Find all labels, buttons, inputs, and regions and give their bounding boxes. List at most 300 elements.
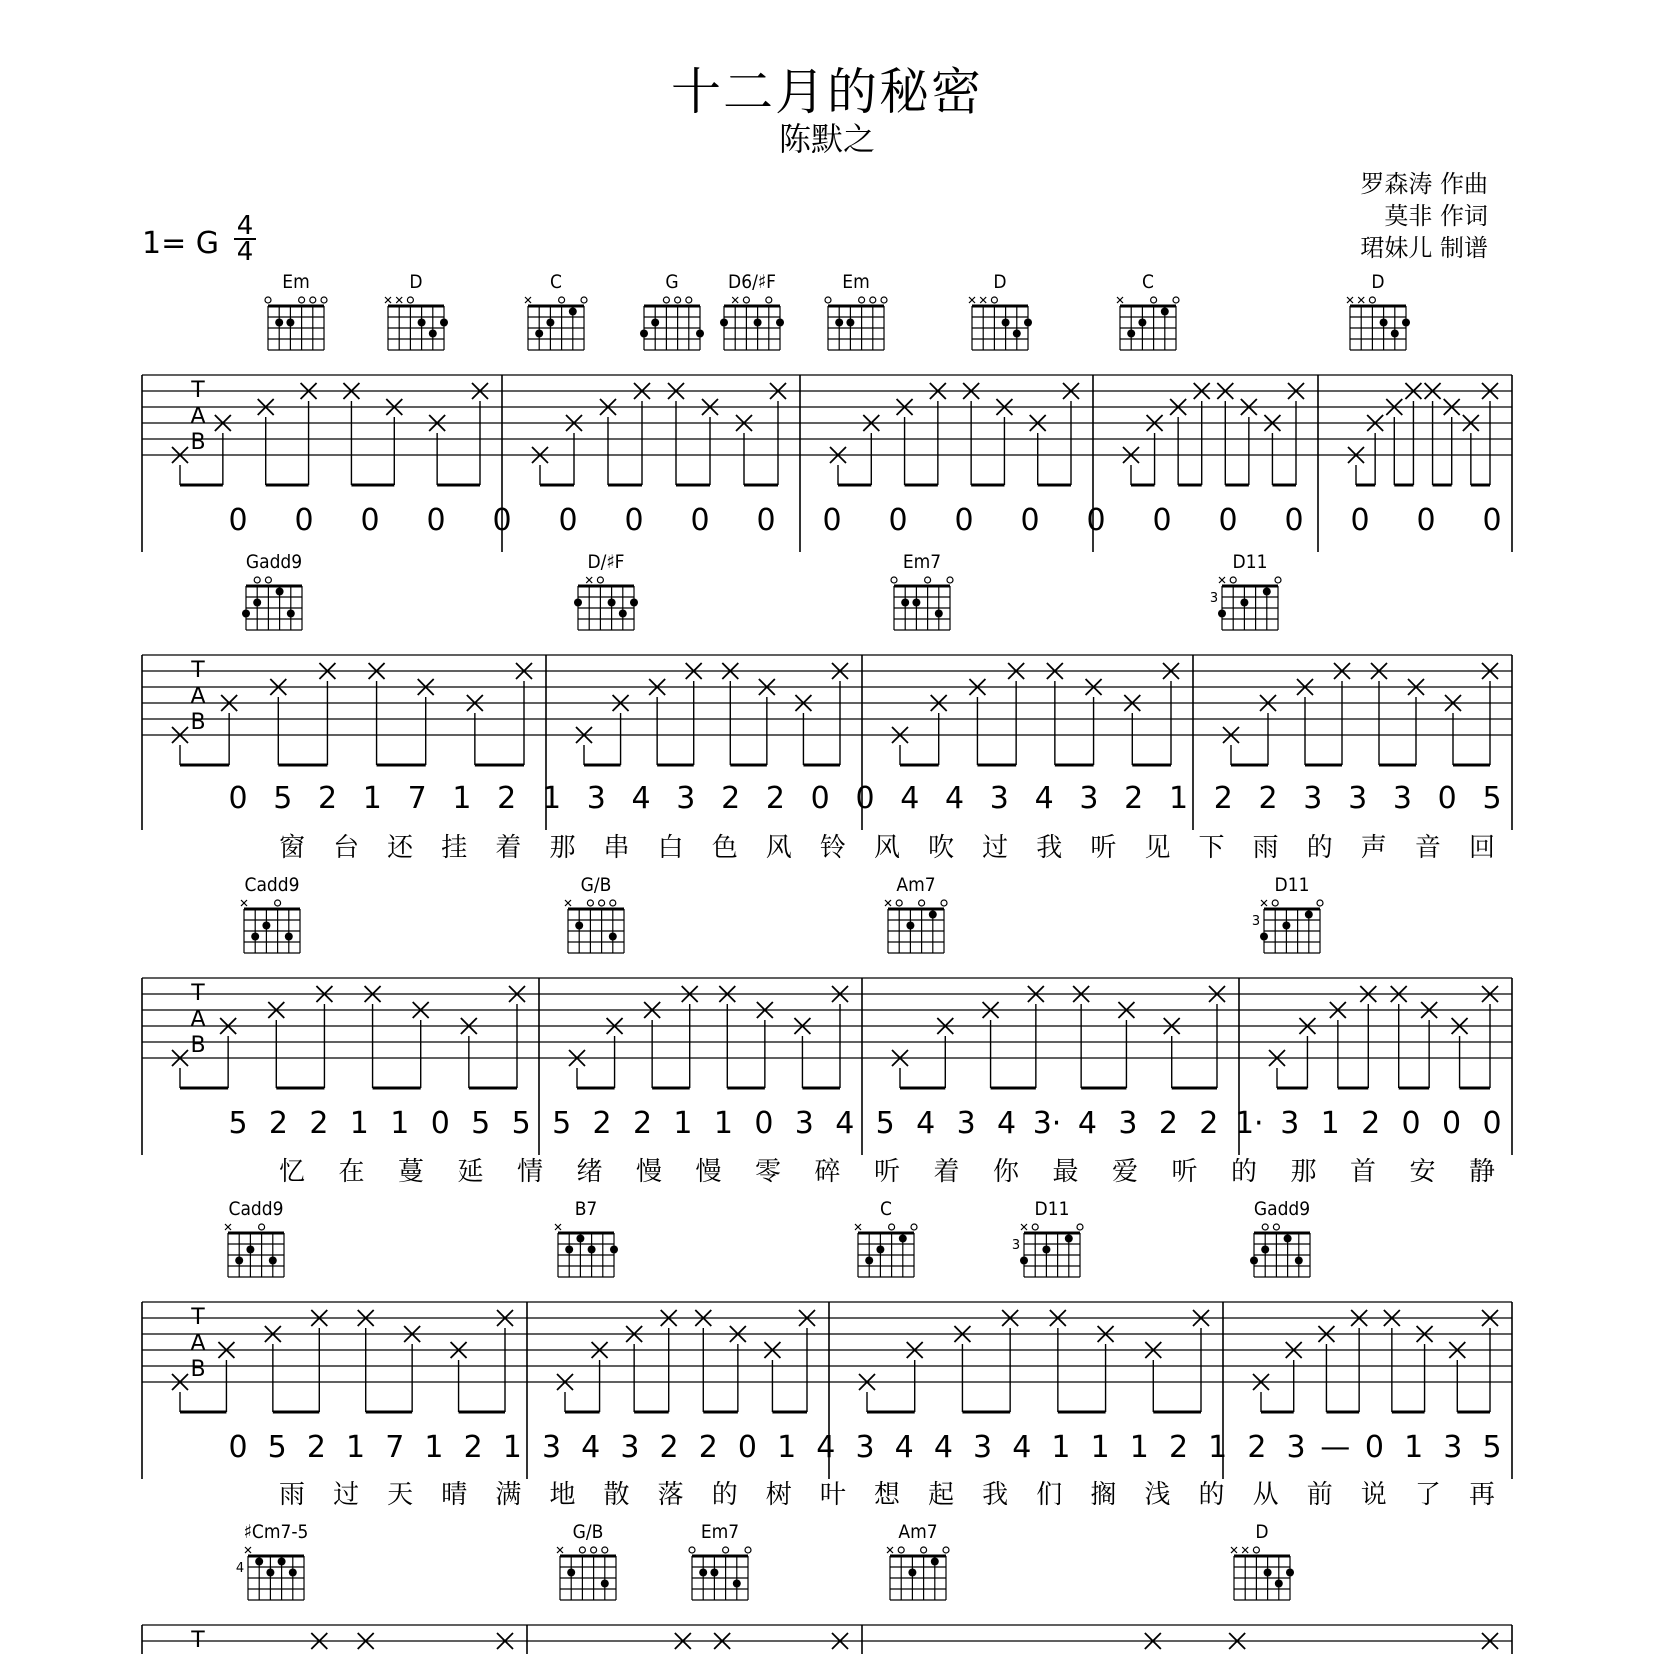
chord-dot (1138, 319, 1146, 327)
jianpu-note: 3 (1286, 1430, 1306, 1465)
fret-number: 3 (1011, 1238, 1021, 1253)
lyric-char: 从 (1252, 1480, 1279, 1510)
jianpu-note: 3 (541, 1430, 562, 1465)
composer-credit: 罗森涛 作曲 (1360, 170, 1488, 198)
jianpu-note: 5 (471, 1106, 491, 1141)
chord-dot (610, 1246, 618, 1254)
jianpu-note: 1 (390, 1106, 410, 1141)
chord-name: Gadd9 (1253, 1198, 1311, 1220)
jianpu-note: 0 (1416, 503, 1436, 538)
lyric-char: 延 (457, 1157, 484, 1187)
chord-dot (1250, 1257, 1258, 1265)
chord-dot (1218, 610, 1226, 618)
jianpu-note: 3 (620, 1430, 640, 1465)
chord-dot (262, 922, 270, 930)
chord-diagram-0-1 (385, 271, 448, 350)
chord-name: D11 (1274, 874, 1310, 896)
lyric-char: 风 (873, 833, 901, 863)
chord-diagram-4-2 (689, 1521, 751, 1600)
jianpu-note: 1 (1320, 1106, 1340, 1141)
lyric-char: 慢 (635, 1157, 663, 1187)
jianpu-note: 2 (698, 1430, 718, 1465)
jianpu-note: 2 (318, 781, 338, 816)
jianpu-note: 1 (1090, 1430, 1110, 1465)
lyric-char: 满 (495, 1480, 522, 1510)
jianpu-note: 2 (463, 1430, 483, 1465)
chord-dot (253, 599, 261, 607)
lyric-char: 听 (873, 1157, 901, 1187)
chord-dot (269, 1257, 277, 1265)
chord-dot (275, 319, 283, 327)
jianpu-note: 4 (894, 1430, 914, 1465)
jianpu-note: 3 (956, 1106, 976, 1141)
chord-dot (1282, 922, 1290, 930)
tab-letter: T (191, 378, 205, 403)
jianpu-note: 2 (1247, 1430, 1267, 1465)
jianpu-note: 3 (989, 781, 1009, 816)
jianpu-note: 4 (835, 1106, 855, 1141)
lyric-char: 回 (1468, 833, 1496, 863)
jianpu-note: 3 (1443, 1430, 1463, 1465)
jianpu-note: 0 (360, 503, 380, 538)
chord-diagram-0-0 (265, 271, 327, 350)
jianpu-note: 2 (659, 1430, 679, 1465)
lyric-char: 铃 (819, 833, 846, 863)
chord-dot (720, 319, 728, 327)
chord-dot (588, 1246, 596, 1254)
chord-dot (931, 1558, 939, 1566)
jianpu-note: 1 (1129, 1430, 1149, 1465)
lyric-char: 听 (1171, 1157, 1198, 1187)
tab-letter: B (190, 710, 206, 735)
chord-dot (575, 922, 583, 930)
chord-dot (567, 1569, 575, 1577)
lyric-char: 了 (1414, 1480, 1441, 1510)
chord-dot (906, 922, 914, 930)
chord-dot (876, 1246, 884, 1254)
chord-diagram-0-6 (969, 271, 1032, 350)
lyric-char: 台 (333, 833, 360, 863)
jianpu-note: 0 (228, 781, 248, 816)
chord-dot (835, 319, 843, 327)
chord-name: Em (282, 271, 310, 293)
lyric-char: 们 (1036, 1480, 1063, 1510)
jianpu-note: 5 (1482, 781, 1502, 816)
fret-number: 3 (1251, 914, 1261, 929)
chord-dot (574, 599, 582, 607)
tab-letter: A (190, 1007, 206, 1032)
chord-name: D (993, 271, 1007, 293)
chord-diagram-4-3 (887, 1521, 949, 1600)
jianpu-note: 2 (268, 1106, 288, 1141)
tab-letter: T (191, 658, 205, 683)
tab-letter: A (190, 1331, 206, 1356)
chord-dot (546, 319, 554, 327)
jianpu-note: 1 (777, 1430, 797, 1465)
lyric-char: 下 (1198, 833, 1225, 863)
jianpu-note: 5 (875, 1106, 895, 1141)
chord-dot (846, 319, 854, 327)
chord-diagram-0-5 (825, 271, 887, 350)
jianpu-note: 3 (1303, 781, 1323, 816)
chord-dot (1020, 1257, 1028, 1265)
jianpu-note: 3 (1280, 1106, 1300, 1141)
lyric-char: 声 (1360, 833, 1387, 863)
jianpu-note: 1 (362, 781, 382, 816)
chord-dot (1260, 933, 1268, 941)
chord-name: G/B (572, 1521, 604, 1543)
jianpu-note: 2 (632, 1106, 653, 1141)
chord-dot (1161, 308, 1169, 316)
lyric-char: 再 (1468, 1480, 1496, 1510)
lyric-char: 最 (1052, 1157, 1079, 1187)
jianpu-note: 3 (676, 781, 696, 816)
chord-diagram-3-4 (1250, 1198, 1310, 1277)
jianpu-note: — (1320, 1430, 1351, 1465)
chord-dot (1240, 599, 1248, 607)
lyric-char: 起 (928, 1480, 955, 1510)
tab-letter: A (190, 404, 206, 429)
chord-dot (710, 1569, 718, 1577)
lyric-char: 还 (387, 833, 414, 863)
jianpu-note: 1 (673, 1106, 693, 1141)
jianpu-note: 3 (586, 781, 606, 816)
lyric-char: 窗 (278, 833, 306, 863)
chord-name: D11 (1034, 1198, 1070, 1220)
fret-number: 4 (235, 1561, 245, 1576)
chord-diagram-4-0 (236, 1521, 309, 1600)
chord-dot (1380, 319, 1388, 327)
jianpu-note: 1 (1404, 1430, 1424, 1465)
jianpu-note: 0 (624, 503, 644, 538)
lyric-char: 我 (1036, 833, 1063, 863)
chord-dot (1402, 319, 1410, 327)
chord-dot (278, 1558, 286, 1566)
chord-name: D (1255, 1521, 1269, 1543)
jianpu-note: 0 (558, 503, 578, 538)
jianpu-note: 3· (1032, 1106, 1062, 1141)
lyric-char: 风 (765, 833, 792, 863)
chord-dot (535, 330, 543, 338)
chord-dot (289, 1569, 297, 1577)
lyric-char: 搁 (1090, 1480, 1117, 1510)
jianpu-note: 2 (592, 1106, 612, 1141)
lyric-char: 过 (333, 1480, 360, 1510)
chord-dot (754, 319, 762, 327)
jianpu-note: 0 (426, 503, 446, 538)
chord-name: G (665, 271, 679, 293)
tab-staff (142, 1625, 1512, 1654)
jianpu-note: 3 (1079, 781, 1099, 816)
chord-dot (1305, 911, 1313, 919)
jianpu-note: 2 (765, 781, 785, 816)
chord-name: D11 (1232, 551, 1268, 573)
tab-letter: B (190, 1033, 206, 1058)
jianpu-note: 5 (273, 781, 293, 816)
lyric-char: 绪 (576, 1157, 603, 1187)
jianpu-note: 0 (1020, 503, 1040, 538)
lyric-char: 着 (933, 1157, 960, 1187)
lyric-char: 你 (992, 1157, 1020, 1187)
tab-letter: B (190, 430, 206, 455)
lyric-char: 前 (1306, 1480, 1333, 1510)
jianpu-note: 4 (816, 1430, 836, 1465)
jianpu-note: 3 (1118, 1106, 1138, 1141)
jianpu-note: 4 (933, 1430, 953, 1465)
jianpu-note: 4 (900, 781, 920, 816)
lyric-char: 色 (711, 833, 738, 863)
jianpu-note: 0 (492, 503, 512, 538)
jianpu-note: 1 (424, 1430, 444, 1465)
chord-dot (640, 330, 648, 338)
chord-dot (1286, 1569, 1294, 1577)
chord-diagram-0-8 (1347, 271, 1410, 350)
jianpu-note: 0 (1284, 503, 1304, 538)
chord-dot (287, 610, 295, 618)
chord-dot (242, 610, 250, 618)
jianpu-note: 0 (1364, 1430, 1384, 1465)
chord-dot (235, 1257, 243, 1265)
chord-diagram-2-0 (241, 874, 300, 953)
jianpu-note: 2 (497, 781, 517, 816)
jianpu-note: 0 (228, 1430, 248, 1465)
jianpu-note: 5 (511, 1106, 531, 1141)
jianpu-note: 3 (973, 1430, 993, 1465)
chord-dot (1263, 588, 1271, 596)
chord-dot (1013, 330, 1021, 338)
chord-diagram-4-1 (557, 1521, 616, 1600)
song-title: 十二月的秘密 (671, 63, 983, 121)
jianpu-note: 0 (1437, 781, 1457, 816)
jianpu-note: 7 (385, 1430, 405, 1465)
chord-diagram-3-1 (555, 1198, 618, 1277)
chord-name: Cadd9 (244, 874, 300, 896)
jianpu-note: 0 (1482, 503, 1502, 538)
jianpu-note: 0 (1401, 1106, 1421, 1141)
lyric-char: 那 (1290, 1157, 1317, 1187)
chord-dot (651, 319, 659, 327)
chord-dot (630, 599, 638, 607)
lyric-char: 那 (549, 833, 576, 863)
jianpu-note: 3 (1392, 781, 1412, 816)
jianpu-note: 7 (407, 781, 427, 816)
tab-staff (142, 978, 1512, 1155)
chord-dot (429, 330, 437, 338)
jianpu-note: 0 (430, 1106, 450, 1141)
chord-name: D6/♯F (728, 271, 776, 293)
jianpu-note: 0 (228, 503, 248, 538)
chord-name: C (1142, 271, 1154, 293)
chord-dot (899, 1235, 907, 1243)
jianpu-note: 0 (1086, 503, 1106, 538)
chord-dot (1391, 330, 1399, 338)
chord-diagram-1-2 (891, 551, 953, 630)
arranger-credit: 珺妹儿 制谱 (1360, 234, 1488, 262)
lyric-char: 安 (1409, 1157, 1436, 1187)
lyric-char: 过 (982, 833, 1009, 863)
chord-dot (912, 599, 920, 607)
lyric-char: 想 (873, 1480, 901, 1510)
chord-dot (601, 1580, 609, 1588)
chord-diagram-0-2 (525, 271, 587, 350)
jianpu-note: 1 (541, 781, 562, 816)
jianpu-note: 0 (754, 1106, 774, 1141)
chord-dot (901, 599, 909, 607)
chord-diagram-3-3 (1012, 1198, 1083, 1277)
tab-letter: A (190, 684, 206, 709)
tab-letter: B (190, 1357, 206, 1382)
lyric-char: 蔓 (397, 1157, 425, 1187)
chord-name: Em7 (700, 1521, 740, 1543)
lyric-char: 树 (765, 1480, 792, 1510)
chord-dot (255, 1558, 263, 1566)
lyric-char: 我 (982, 1480, 1009, 1510)
jianpu-note: 4 (1034, 781, 1054, 816)
tab-letter: T (191, 1628, 205, 1653)
chord-dot (1275, 1580, 1283, 1588)
jianpu-note: 0 (756, 503, 776, 538)
jianpu-note: 5 (267, 1430, 287, 1465)
chord-dot (251, 933, 259, 941)
chord-dot (286, 319, 294, 327)
lyric-char: 的 (1230, 1157, 1258, 1187)
jianpu-note: 0 (855, 781, 875, 816)
chord-diagram-3-0 (225, 1198, 284, 1277)
jianpu-note: 2 (1124, 781, 1144, 816)
jianpu-note: 1 (452, 781, 472, 816)
jianpu-note: 2 (306, 1430, 326, 1465)
lyric-char: 雨 (278, 1480, 306, 1510)
chord-dot (285, 933, 293, 941)
chord-dot (569, 308, 577, 316)
chord-name: Am7 (898, 1521, 938, 1543)
jianpu-note: 4 (997, 1106, 1017, 1141)
jianpu-note: 4 (1077, 1106, 1098, 1141)
lyric-char: 天 (387, 1480, 414, 1510)
chord-dot (246, 1246, 254, 1254)
jianpu-note: 0 (1482, 1106, 1502, 1141)
lyric-char: 慢 (695, 1157, 722, 1187)
lyric-char: 忆 (278, 1157, 306, 1187)
chord-name: Cadd9 (228, 1198, 284, 1220)
jianpu-note: 0 (1218, 503, 1238, 538)
jianpu-note: 4 (581, 1430, 601, 1465)
chord-name: ♯Cm7-5 (243, 1521, 309, 1543)
chord-dot (418, 319, 426, 327)
chord-name: D (409, 271, 423, 293)
chord-diagram-0-7 (1117, 271, 1179, 350)
chord-dot (929, 911, 937, 919)
jianpu-note: 1 (502, 1430, 522, 1465)
time-signature-top: 4 (236, 211, 254, 241)
jianpu-note: 3 (855, 1430, 875, 1465)
jianpu-note: 0 (1350, 503, 1370, 538)
lyric-char: 雨 (1252, 833, 1279, 863)
lyric-char: 的 (1306, 833, 1333, 863)
lyric-char: 碎 (814, 1157, 841, 1187)
jianpu-note: 0 (810, 781, 830, 816)
chord-diagram-2-3 (1252, 874, 1323, 953)
chord-diagram-4-4 (1231, 1521, 1294, 1600)
jianpu-note: 0 (737, 1430, 757, 1465)
jianpu-note: 0 (690, 503, 710, 538)
chord-dot (276, 588, 284, 596)
chord-name: Gadd9 (245, 551, 303, 573)
lyric-char: 落 (657, 1480, 684, 1510)
jianpu-note: 0 (954, 503, 974, 538)
jianpu-note: 2 (1213, 781, 1233, 816)
jianpu-note: 1 (713, 1106, 733, 1141)
jianpu-note: 1 (1208, 1430, 1228, 1465)
jianpu-note: 2 (721, 781, 741, 816)
jianpu-note: 1 (349, 1106, 369, 1141)
chord-dot (733, 1580, 741, 1588)
jianpu-note: 0 (1442, 1106, 1462, 1141)
lyric-char: 挂 (441, 833, 468, 863)
jianpu-note: 3 (1348, 781, 1368, 816)
jianpu-note: 4 (631, 781, 651, 816)
chord-diagram-2-1 (565, 874, 624, 953)
lyric-char: 白 (657, 833, 684, 863)
chord-name: C (880, 1198, 892, 1220)
lyric-char: 浅 (1144, 1480, 1171, 1510)
chord-dot (699, 1569, 707, 1577)
chord-diagram-1-0 (242, 551, 302, 630)
chord-dot (266, 1569, 274, 1577)
chord-diagram-1-1 (574, 551, 638, 630)
chord-name: Em7 (902, 551, 942, 573)
jianpu-note: 5 (552, 1106, 572, 1141)
jianpu-note: 1 (1051, 1430, 1071, 1465)
chord-dot (935, 610, 943, 618)
chord-dot (776, 319, 784, 327)
jianpu-note: 2 (1168, 1430, 1189, 1465)
lyric-char: 吹 (928, 833, 955, 863)
jianpu-note: 0 (294, 503, 314, 538)
chord-dot (1295, 1257, 1303, 1265)
jianpu-note: 2 (1199, 1106, 1219, 1141)
jianpu-note: 2 (1258, 781, 1278, 816)
jianpu-note: 4 (916, 1106, 936, 1141)
chord-dot (865, 1257, 873, 1265)
tab-letter: T (191, 1305, 205, 1330)
lyric-char: 听 (1090, 833, 1117, 863)
lyric-char: 首 (1349, 1157, 1377, 1187)
chord-name: B7 (574, 1198, 598, 1220)
chord-diagram-0-3 (640, 271, 704, 350)
chord-name: Em (842, 271, 870, 293)
chord-dot (440, 319, 448, 327)
lyric-char: 串 (603, 833, 630, 863)
chord-dot (576, 1235, 584, 1243)
chord-dot (565, 1246, 573, 1254)
chord-dot (1065, 1235, 1073, 1243)
lyric-char: 晴 (441, 1480, 468, 1510)
lyric-char: 散 (603, 1480, 630, 1510)
lyricist-credit: 莫非 作词 (1384, 202, 1488, 230)
chord-name: D (1371, 271, 1385, 293)
chord-dot (1042, 1246, 1050, 1254)
jianpu-note: 3 (794, 1106, 814, 1141)
chord-diagram-2-2 (885, 874, 947, 953)
jianpu-note: 1 (1168, 781, 1189, 816)
jianpu-note: 1 (346, 1430, 366, 1465)
chord-dot (1127, 330, 1135, 338)
jianpu-note: 4 (1012, 1430, 1032, 1465)
key-signature: 1= G (142, 226, 220, 261)
jianpu-note: 2 (309, 1106, 329, 1141)
jianpu-note: 0 (1152, 503, 1172, 538)
